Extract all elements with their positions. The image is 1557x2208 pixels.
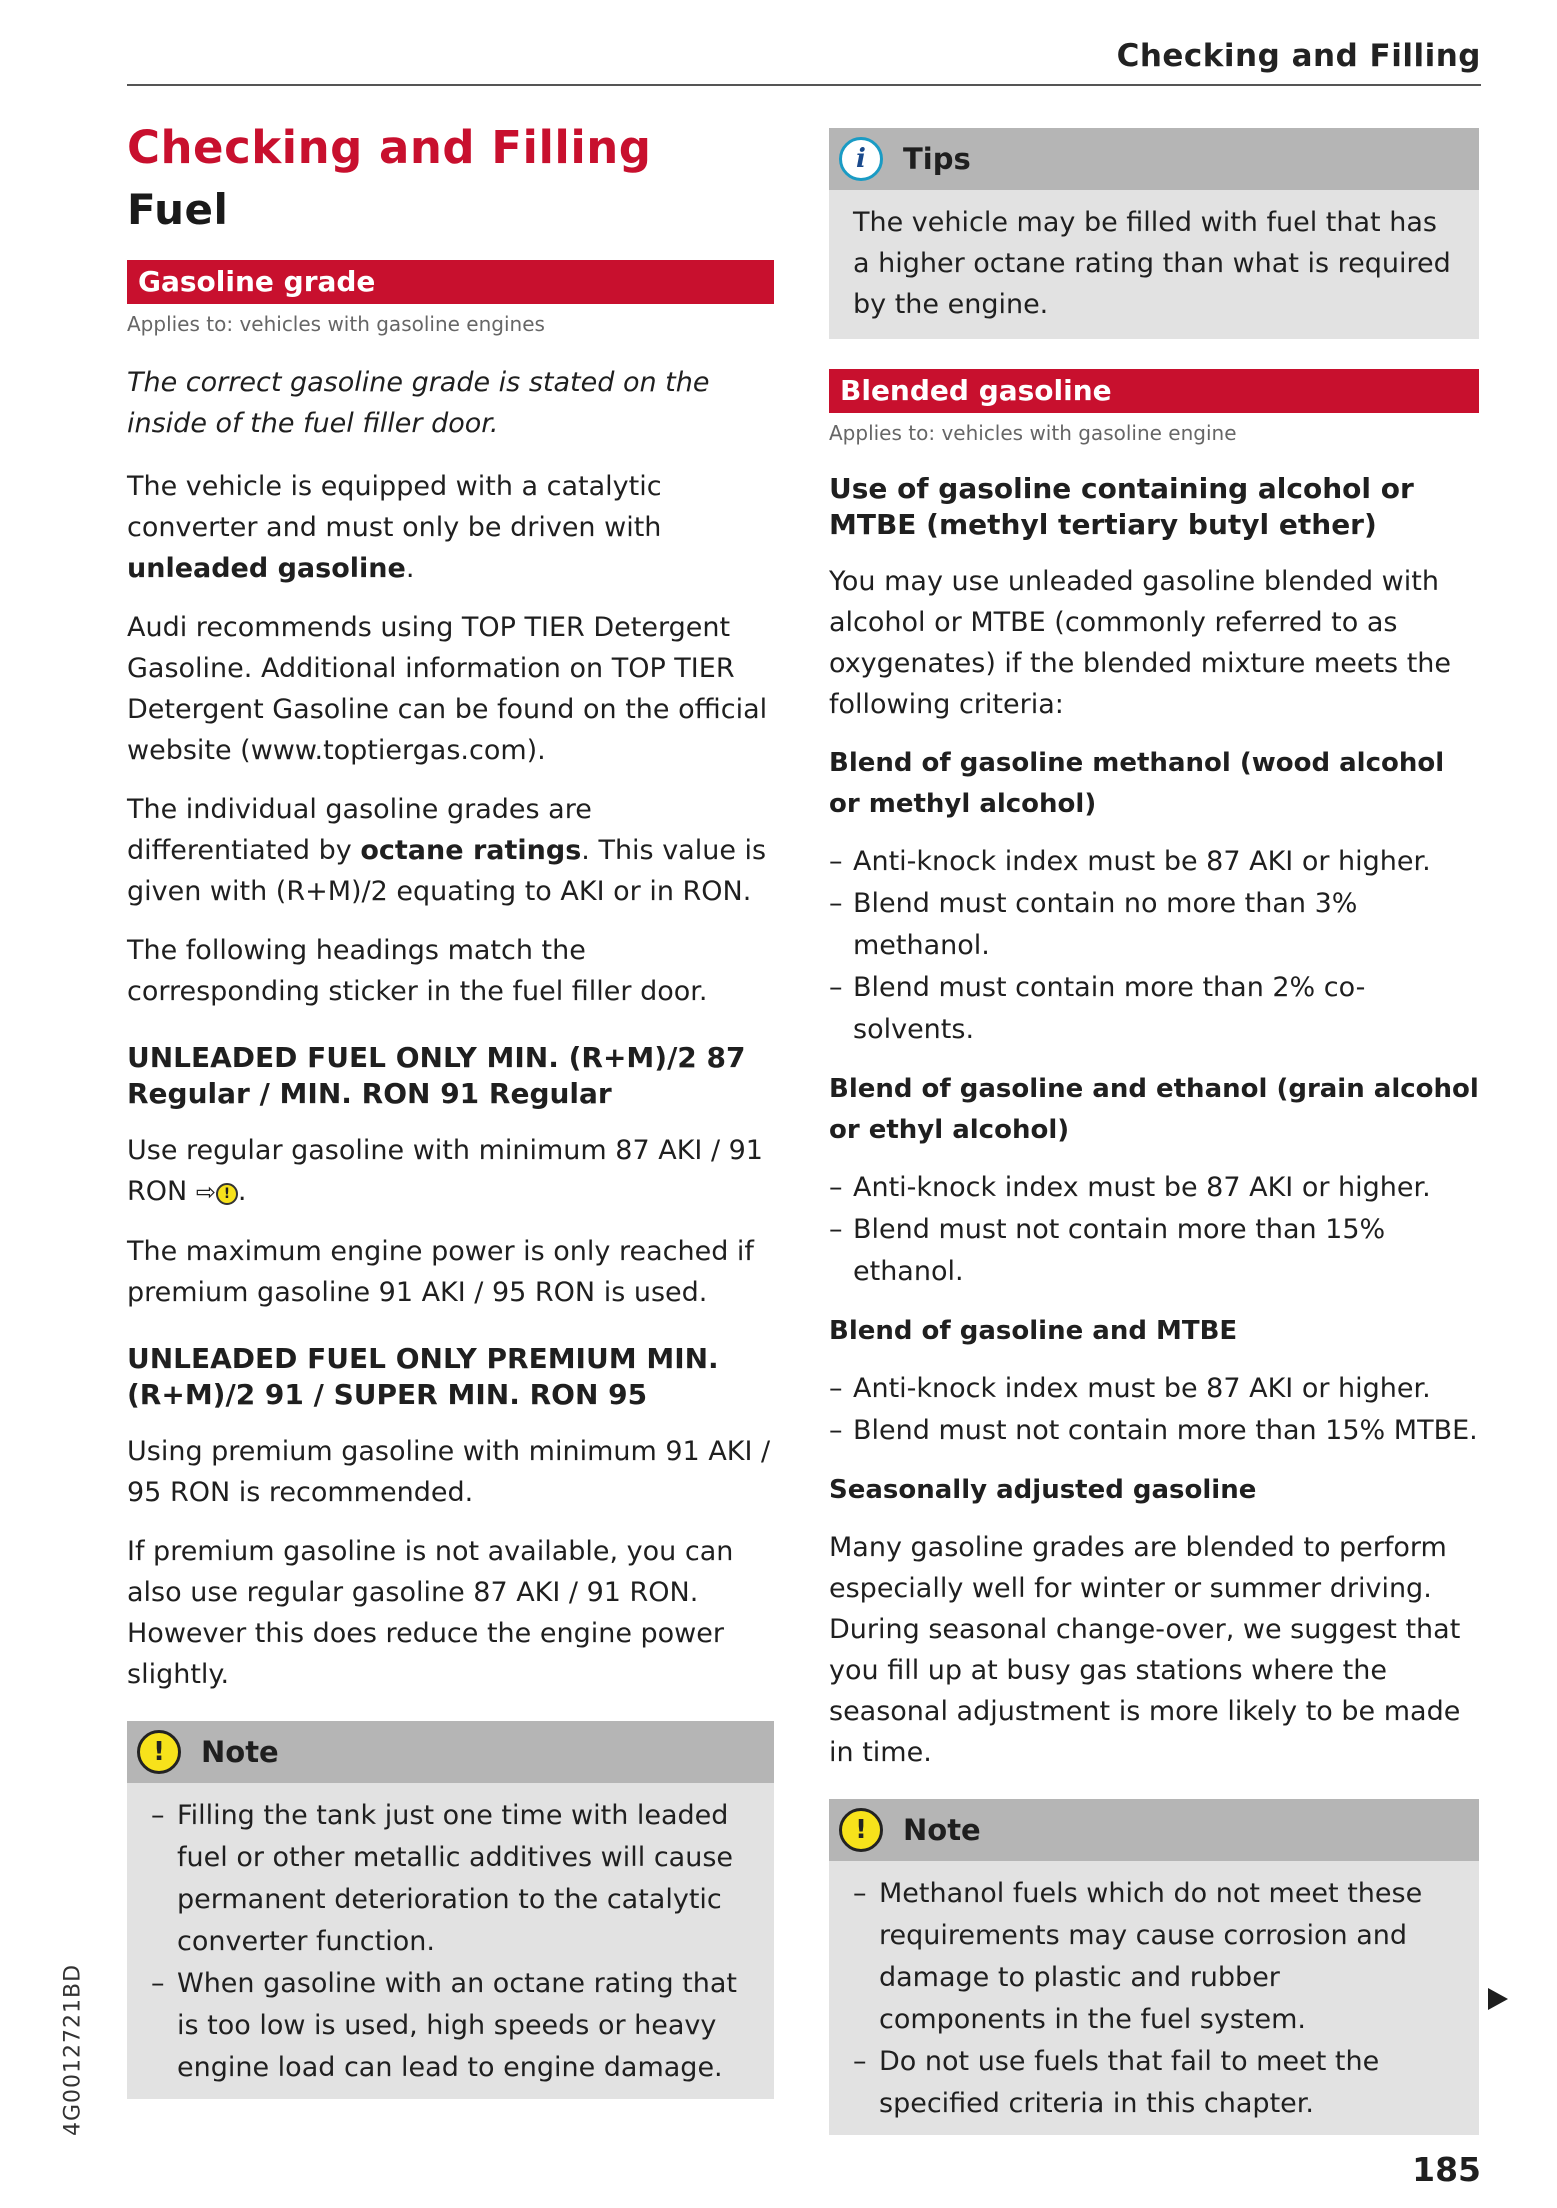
p3-end: . This value is given with (R+M)/2 equating to AKI or in RON.: [127, 835, 767, 907]
right-note-body: [829, 1861, 1479, 2135]
running-header: Checking and Filling: [1116, 38, 1481, 74]
list-item: – Blend must contain more than 2% co-solvents.: [829, 967, 1479, 1051]
right-note-box: [829, 1799, 1479, 2135]
list-item: – Do not use fuels that fail to meet the specified criteria in this chapter.: [853, 2041, 1455, 2125]
right-note-title: Note: [903, 1813, 981, 1847]
tips-box: [829, 128, 1479, 339]
right-column: [829, 118, 1479, 2165]
ethanol-heading: Blend of gasoline and ethanol (grain alcohol or ethyl alcohol): [829, 1074, 1479, 1145]
section-title: Fuel: [127, 185, 229, 234]
left-note-header: [127, 1721, 774, 1783]
p3-text: The individual gasoline grades are differentiated by: [127, 794, 592, 866]
seasonal-paragraph: Many gasoline grades are blended to perform especially well for winter or summer driving. During seasonal change-over, we suggest that you fill up at busy gas stations where the seasonal adjustment is more likely to be made in time.: [829, 1532, 1461, 1768]
header-rule: [127, 84, 1481, 86]
alcohol-mtbe-heading: Use of gasoline containing alcohol or MTBE (methyl tertiary butyl ether): [829, 472, 1414, 541]
catalytic-converter-paragraph: [127, 466, 774, 589]
left-column: [127, 118, 774, 2129]
octane-ratings-emphasis: octane ratings: [360, 835, 582, 866]
right-note-list: [853, 1873, 1455, 2129]
gasoline-grade-intro: The correct gasoline grade is stated on the inside of the fuel filler door.: [127, 367, 710, 439]
cross-reference-arrow-icon: ⇨: [195, 1178, 216, 1206]
left-note-list: [151, 1795, 750, 2093]
seasonal-heading: Seasonally adjusted gasoline: [829, 1475, 1257, 1505]
sticker-paragraph: The following headings match the corresponding sticker in the fuel filler door.: [127, 935, 708, 1007]
list-item: – Blend must contain no more than 3% methanol.: [829, 883, 1479, 967]
right-note-header: [829, 1799, 1479, 1861]
document-code: 4G0012721BD: [60, 1963, 86, 2137]
list-item: – Blend must not contain more than 15% ethanol.: [829, 1209, 1479, 1293]
list-item: – Methanol fuels which do not meet these requirements may cause corrosion and damage to plastic and rubber components in the fuel system.: [853, 1873, 1455, 2041]
continue-arrow-icon: [1488, 1988, 1508, 2010]
premium-unavailable-paragraph: If premium gasoline is not available, you can also use regular gasoline 87 AKI / 91 RON. However this does reduce the engine power slightly.: [127, 1536, 734, 1690]
left-note-box: [127, 1721, 774, 2099]
mtbe-list: [829, 1368, 1479, 1452]
page-number: 185: [1412, 2150, 1481, 2189]
unleaded-gasoline-emphasis: unleaded gasoline: [127, 553, 406, 584]
list-item: – Filling the tank just one time with leaded fuel or other metallic additives will cause permanent deterioration to the catalytic converter function.: [151, 1795, 750, 1963]
oxygenates-paragraph: You may use unleaded gasoline blended with alcohol or MTBE (commonly referred to as oxygenates) if the blended mixture meets the following criteria:: [829, 566, 1452, 720]
tips-header: [829, 128, 1479, 190]
ethanol-list: [829, 1167, 1479, 1293]
premium-recommended-paragraph: Using premium gasoline with minimum 91 AKI / 95 RON is recommended.: [127, 1436, 771, 1508]
tips-body: [829, 190, 1479, 339]
list-item: – Anti-knock index must be 87 AKI or higher.: [829, 1167, 1479, 1209]
gasoline-grade-heading: Gasoline grade: [127, 260, 774, 304]
regular-fuel-heading: UNLEADED FUEL ONLY MIN. (R+M)/2 87 Regular / MIN. RON 91 Regular: [127, 1041, 746, 1110]
top-tier-paragraph: Audi recommends using TOP TIER Detergent Gasoline. Additional information on TOP TIER Detergent Gasoline can be found on the official website (www.toptiergas.com).: [127, 612, 768, 766]
p1-text: The vehicle is equipped with a catalytic converter and must only be driven with: [127, 471, 662, 543]
list-item: – Anti-knock index must be 87 AKI or higher.: [829, 841, 1479, 883]
gasoline-grade-applies-to: Applies to: vehicles with gasoline engines: [127, 312, 545, 336]
max-power-paragraph: The maximum engine power is only reached if premium gasoline 91 AKI / 95 RON is used.: [127, 1236, 754, 1308]
tips-title: Tips: [903, 142, 971, 176]
list-item: – Blend must not contain more than 15% MTBE.: [829, 1410, 1479, 1452]
list-item: – When gasoline with an octane rating that is too low is used, high speeds or heavy engine load can lead to engine damage.: [151, 1963, 750, 2089]
mtbe-heading: Blend of gasoline and MTBE: [829, 1316, 1238, 1346]
blended-gasoline-heading: Blended gasoline: [829, 369, 1479, 413]
blended-applies-to: Applies to: vehicles with gasoline engine: [829, 421, 1237, 445]
warning-icon: !: [137, 1730, 181, 1774]
premium-fuel-heading: UNLEADED FUEL ONLY PREMIUM MIN. (R+M)/2 91 / SUPER MIN. RON 95: [127, 1342, 719, 1411]
octane-ratings-paragraph: [127, 789, 774, 912]
list-item: – Anti-knock index must be 87 AKI or higher.: [829, 1368, 1479, 1410]
left-note-title: Note: [201, 1735, 279, 1769]
regular-fuel-end: .: [237, 1176, 247, 1207]
tips-text: The vehicle may be filled with fuel that has a higher octane rating than what is required by the engine.: [853, 207, 1451, 320]
chapter-title: Checking and Filling: [127, 121, 652, 174]
note-reference-icon[interactable]: !: [216, 1183, 238, 1205]
left-note-body: [127, 1783, 774, 2099]
methanol-list: [829, 841, 1479, 1051]
p1-end: .: [405, 553, 415, 584]
info-icon: i: [839, 137, 883, 181]
methanol-heading: Blend of gasoline methanol (wood alcohol or methyl alcohol): [829, 748, 1445, 819]
regular-fuel-paragraph: [127, 1130, 774, 1213]
warning-icon: !: [839, 1808, 883, 1852]
regular-fuel-text: Use regular gasoline with minimum 87 AKI / 91 RON: [127, 1135, 763, 1207]
